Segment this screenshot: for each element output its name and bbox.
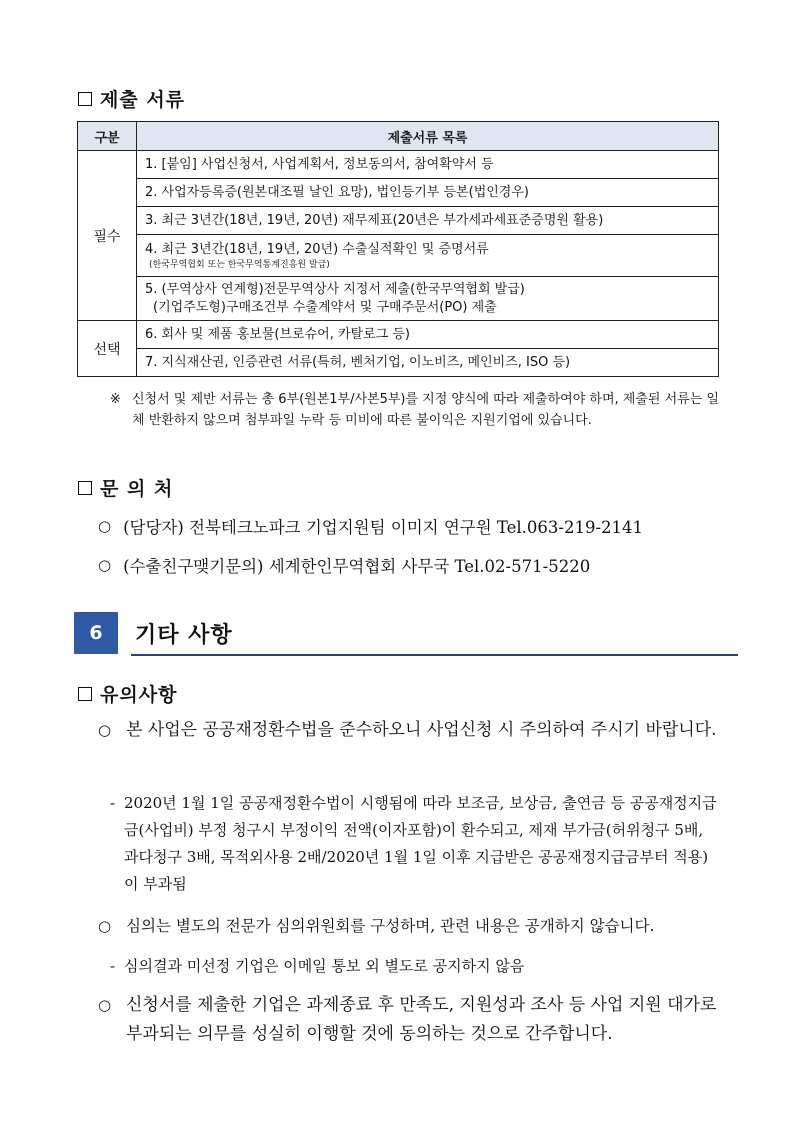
column-header-documents: 제출서류 목록: [137, 122, 719, 151]
table-header-row: [78, 122, 719, 151]
reference-mark-icon: ※: [110, 392, 121, 407]
circle-bullet-icon: ○: [98, 721, 112, 739]
checkbox-square-icon: [78, 687, 92, 701]
checkbox-square-icon: [78, 481, 92, 495]
submission-note: [110, 389, 720, 431]
document-item: 7. 지식재산권, 인증관련 서류(특허, 벤처기업, 이노비즈, 메인비즈, ISO 등): [137, 349, 719, 377]
notice-text: 심의는 별도의 전문가 심의위원회를 구성하며, 관련 내용은 공개하지 않습니다.: [126, 917, 655, 935]
section-title: 문 의 처: [100, 478, 174, 500]
chapter-title: 기타 사항: [135, 623, 233, 648]
document-item-text: 4. 최근 3년간(18년, 19년, 20년) 수출실적확인 및 증명서류: [145, 241, 489, 257]
notice-detail-text: 2020년 1월 1일 공공재정환수법이 시행됨에 따라 보조금, 보상금, 출연금 등 공공재정지급금(사업비) 부정 청구시 부정이익 전액(이자포함)이 환수되고, 제재 부가금(허위청구 5배, 과다청구 3배, 목적외사용 2배/2020년 1월 1일 이후 지급받은 공공재정지급금부터 적용)이 부과됨: [124, 794, 717, 893]
table-row: [78, 349, 719, 377]
section-title: 유의사항: [100, 684, 178, 706]
document-item-text-line2: (기업주도형)구매조건부 수출계약서 및 구매주문서(PO) 제출: [153, 299, 497, 315]
circle-bullet-icon: ○: [98, 917, 112, 935]
submission-documents-table: [77, 121, 719, 377]
notice-bullet: [98, 991, 723, 1049]
document-item: 2. 사업자등록증(원본대조필 날인 요망), 법인등기부 등본(법인경우): [137, 179, 719, 207]
column-header-category: 구분: [78, 122, 137, 151]
document-item: [137, 235, 719, 277]
table-row: [78, 321, 719, 349]
table-row: [78, 207, 719, 235]
document-item-subnote: (한국무역협회 또는 한국무역통계진흥원 발급): [149, 259, 330, 270]
checkbox-square-icon: [78, 92, 92, 106]
circle-bullet-icon: ○: [98, 517, 112, 535]
category-required: 필수: [78, 151, 137, 321]
section-heading-notice: [78, 680, 177, 707]
notice-bullet: [98, 912, 723, 941]
section-title: 제출 서류: [100, 89, 186, 111]
section-heading-submission: [78, 85, 185, 112]
table-row: [78, 277, 719, 321]
notice-text: 본 사업은 공공재정환수법을 준수하오니 사업신청 시 주의하여 주시기 바랍니다.: [126, 720, 717, 740]
document-item: 1. [붙임] 사업신청서, 사업계획서, 정보동의서, 참여확약서 등: [137, 151, 719, 179]
contact-text: (수출친구맺기문의) 세계한인무역협회 사무국 Tel.02-571-5220: [123, 557, 591, 576]
document-item: [137, 277, 719, 321]
notice-text: 신청서를 제출한 기업은 과제종료 후 만족도, 지원성과 조사 등 사업 지원 대가로 부과되는 의무를 성실히 이행할 것에 동의하는 것으로 간주합니다.: [126, 995, 717, 1044]
category-optional: 선택: [78, 321, 137, 377]
table-row: [78, 151, 719, 179]
dash-bullet-icon: -: [110, 794, 116, 812]
table-row: [78, 235, 719, 277]
document-item-text: 5. (무역상사 연계형)전문무역상사 지정서 제출(한국무역협회 발급): [145, 281, 525, 297]
chapter-header: [74, 612, 738, 656]
notice-bullet: [98, 716, 723, 745]
document-item: 3. 최근 3년간(18년, 19년, 20년) 재무제표(20년은 부가세과세표준증명원 활용): [137, 207, 719, 235]
notice-detail: [110, 790, 722, 898]
contact-line: [98, 553, 590, 577]
notice-detail: [110, 953, 722, 980]
contact-line: [98, 514, 643, 538]
chapter-underline: [131, 654, 738, 656]
document-item: 6. 회사 및 제품 홍보물(브로슈어, 카탈로그 등): [137, 321, 719, 349]
dash-bullet-icon: -: [110, 957, 116, 975]
circle-bullet-icon: ○: [98, 556, 112, 574]
notice-detail-text: 심의결과 미선정 기업은 이메일 통보 외 별도로 공지하지 않음: [124, 957, 525, 975]
circle-bullet-icon: ○: [98, 996, 112, 1014]
chapter-number: 6: [74, 612, 118, 654]
section-heading-inquiry: [78, 474, 173, 501]
table-row: [78, 179, 719, 207]
contact-text: (담당자) 전북테크노파크 기업지원팀 이미지 연구원 Tel.063-219-2141: [123, 518, 644, 537]
note-text: 신청서 및 제반 서류는 총 6부(원본1부/사본5부)를 지정 양식에 따라 제출하여야 하며, 제출된 서류는 일체 반환하지 않으며 첨부파일 누락 등 미비에 따른 불이익은 지원기업에 있습니다.: [132, 392, 719, 428]
